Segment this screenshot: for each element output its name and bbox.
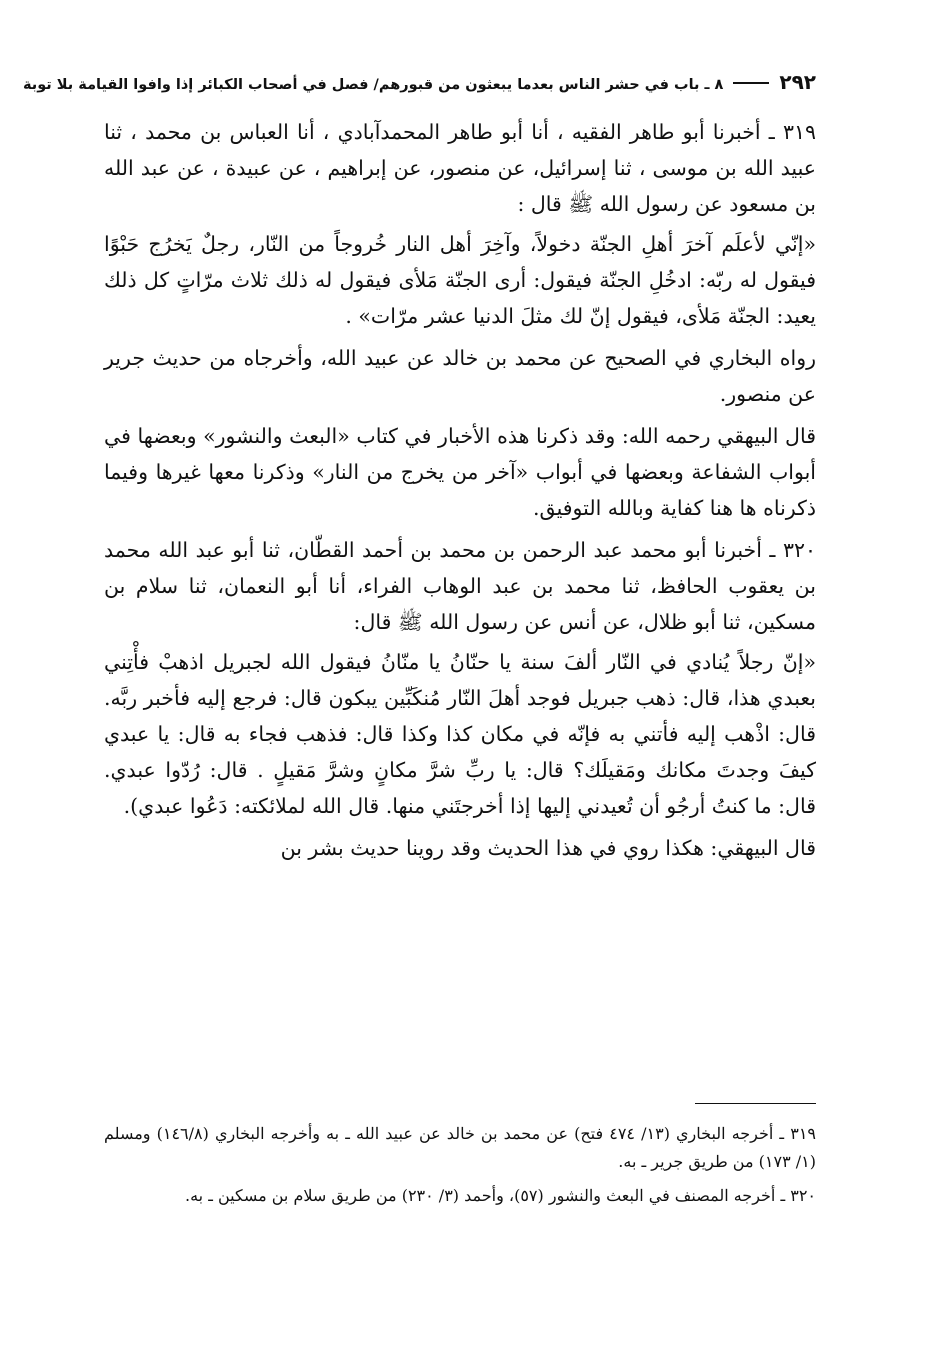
page-number: ٢٩٢ (779, 70, 816, 94)
hadith-320-isnad: ٣٢٠ ـ أخبرنا أبو محمد عبد الرحمن بن محمد بن أحمد القطّان، ثنا أبو عبد الله محمد بن يعقوب الحافظ، ثنا محمد بن عبد الوهاب الفراء، أنا أبو النعمان، ثنا سلام بن مسكين، ثنا أبو ظلال، عن أنس عن رسول الله ﷺ قال: (104, 538, 816, 634)
footnote-320: ٣٢٠ ـ أخرجه المصنف في البعث والنشور (٥٧)، وأحمد (٣/ ٢٣٠) من طريق سلام بن مسكين ـ به. (185, 1186, 816, 1205)
hadith-319-isnad: ٣١٩ ـ أخبرنا أبو طاهر الفقيه ، أنا أبو طاهر المحمدآبادي ، أنا العباس بن محمد ، ثنا عبيد الله بن موسى ، ثنا إسرائيل، عن منصور، عن إبراهيم ، عن عبيدة ، عن عبد الله بن مسعود عن رسول الله ﷺ قال : (104, 120, 816, 216)
header-dash (733, 82, 769, 84)
footnote-separator (695, 1103, 816, 1104)
hadith-320-text: «إنّ رجلاً يُنادي في النّار ألفَ سنة يا حنّانُ يا منّانُ فيقول الله لجبريل اذهبْ فأْتِني بعبدي هذا، قال: ذهب جبريل فوجد أهلَ النّار مُنكَبِّين يبكون قال: فرجع إليه فأخبر ربَّه. قال: اذْهب إليه فأتني به فإنّه في مكان كذا وكذا قال: فذهب فجاء به قال: يا عبدي كيفَ وجدتَ مكانك ومَقيلَك؟ قال: يا ربِّ شرَّ مكانٍ وشرَّ مَقيلٍ . قال: رُدّوا عبدي. قال: ما كنتُ أرجُو أن تُعيدني إليها إذا أخرجتَني منها. قال الله لملائكته: دَعُوا عبدي). (104, 650, 816, 818)
hadith-319-text: «إنّي لأعلَم آخرَ أهلِ الجنّة دخولاً، وآخِرَ أهل النار خُروجاً من النّار، رجلٌ يَخرُج حَبْوًا فيقول له ربّه: ادخُلِ الجنّة فيقول: أرى الجنّة مَلأى فيقول له ذلك ثلاث مرّاتٍ كل ذلك يعيد: الجنّة مَلأى، فيقول إنّ لك مثلَ الدنيا عشر مرّات» . (104, 232, 816, 328)
footnote-319: ٣١٩ ـ أخرجه البخاري (١٣/ ٤٧٤ فتح) عن محمد بن خالد عن عبيد الله ـ به وأخرجه البخاري (١٤٦/٨) ومسلم (١/ ١٧٣) من طريق جرير ـ به. (104, 1124, 816, 1171)
bayhaqi-commentary: قال البيهقي رحمه الله: وقد ذكرنا هذه الأخبار في كتاب «البعث والنشور» وبعضها في أبواب الشفاعة وبعضها في أبواب «آخر من يخرج من النار» وذكرنا معها غيرها وفيما ذكرناه ها هنا كفاية وبالله التوفيق. (104, 424, 816, 520)
running-title: ٨ ـ باب في حشر الناس بعدما يبعثون من قبورهم/ فصل في أصحاب الكبائر إذا وافوا القيامة بلا توبة (22, 77, 724, 93)
bayhaqi-continuation: قال البيهقي: هكذا روي في هذا الحديث وقد روينا حديث بشر بن (280, 836, 816, 860)
footnotes (104, 1120, 816, 1216)
hadith-319-takhrij: رواه البخاري في الصحيح عن محمد بن خالد عن عبيد الله، وأخرجاه من حديث جرير عن منصور. (104, 346, 816, 406)
page-body (22, 70, 816, 866)
running-header (22, 70, 816, 100)
